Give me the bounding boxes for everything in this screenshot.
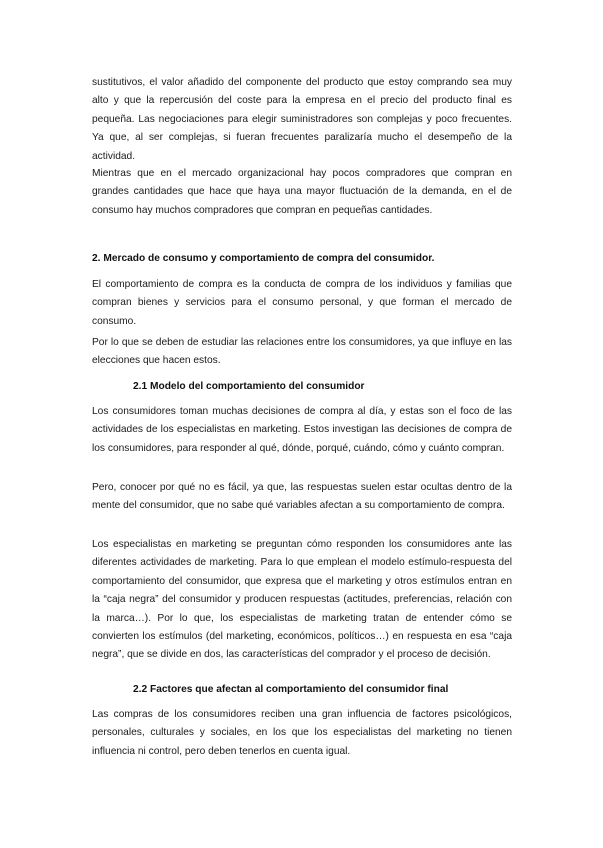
paragraph-decisiones-de-compra: Los consumidores toman muchas decisiones de compra al día, y estas son el foco de las actividades de los especialistas en marketing. Estos investigan las decisiones de compra de los consumidores, para responder al qué, dónde, porqué, cuándo, cómo y cuánto compran.	[92, 406, 512, 454]
paragraph-factores-influencia: Las compras de los consumidores reciben una gran influencia de factores psicológicos, personales, culturales y sociales, en los que los especialistas del marketing no tienen influencia ni control, pero deben tenerlos en cuenta igual.	[92, 709, 512, 757]
paragraph-relaciones-consumidores: Por lo que se deben de estudiar las relaciones entre los consumidores, ya que influye en las elecciones que hacen estos.	[92, 337, 512, 367]
subsection-heading-2-2: 2.2 Factores que afectan al comportamiento del consumidor final	[133, 684, 449, 695]
paragraph-conocer-por-que: Pero, conocer por qué no es fácil, ya que, las respuestas suelen estar ocultas dentro de la mente del consumidor, que no sabe qué variables afectan a su comportamiento de compra.	[92, 482, 512, 512]
paragraph-sustitutivos: sustitutivos, el valor añadido del componente del producto que estoy comprando sea muy alto y que la repercusión del coste para la empresa en el precio del producto final es pequeña. Las negociaciones para elegir suministradores son complejas y poco frecuentes. Ya que, al ser complejas, si fueran frecuentes paralizaría mucho el desempeño de la actividad.	[92, 77, 512, 162]
paragraph-comportamiento-de-compra: El comportamiento de compra es la conducta de compra de los individuos y familias que compran bienes y servicios para el consumo personal, y que forman el mercado de consumo.	[92, 279, 512, 327]
section-heading-2: 2. Mercado de consumo y comportamiento de compra del consumidor.	[92, 253, 435, 264]
subsection-heading-2-1: 2.1 Modelo del comportamiento del consumidor	[133, 381, 365, 392]
paragraph-estimulo-respuesta: Los especialistas en marketing se preguntan cómo responden los consumidores ante las diferentes actividades de marketing. Para lo que emplean el modelo estímulo-respuesta del comportamiento del consumidor, que expresa que el marketing y otros estímulos entran en la “caja negra” del consumidor y producen respuestas (actitudes, preferencias, relación con la marca…). Por lo que, los especialistas de marketing tratan de entender cómo se convierten los estímulos (del marketing, económicos, políticos…) en respuesta en esa “caja negra”, que se divide en dos, las características del comprador y el proceso de decisión.	[92, 539, 512, 661]
paragraph-mercado-organizacional: Mientras que en el mercado organizacional hay pocos compradores que compran en grandes cantidades que hace que haya una mayor fluctuación de la demanda, en el de consumo hay muchos compradores que compran en pequeñas cantidades.	[92, 168, 512, 216]
